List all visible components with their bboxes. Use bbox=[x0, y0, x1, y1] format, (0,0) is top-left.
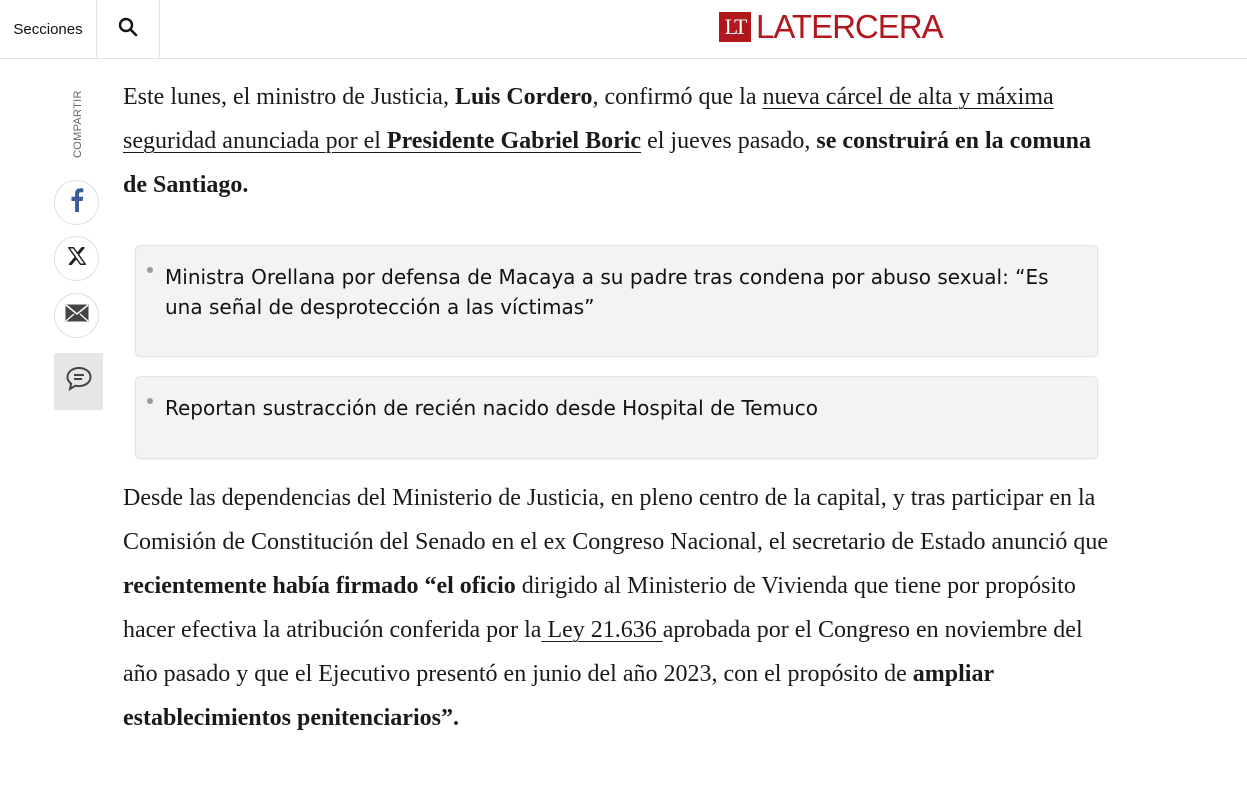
bullet-icon bbox=[147, 398, 153, 404]
sections-label: Secciones bbox=[13, 20, 83, 38]
x-icon bbox=[66, 245, 88, 272]
related-article-title: Ministra Orellana por defensa de Macaya a su padre tras condena por abuso sexual: “Es una señal de desprotección a las víctimas” bbox=[165, 265, 1049, 319]
bold-text-segment: recientemente había firmado “el oficio bbox=[123, 573, 516, 599]
minister-name: Luis Cordero bbox=[454, 84, 593, 110]
text-segment: , confirmó que la bbox=[592, 84, 763, 110]
law-link[interactable]: Ley 21.636 bbox=[541, 617, 663, 643]
text-segment: el jueves pasado, bbox=[641, 128, 817, 154]
comment-icon bbox=[65, 366, 93, 397]
link-text: nueva cárcel de alta y máxima seguridad anunciada por el bbox=[123, 84, 1054, 154]
article-paragraph-2 bbox=[123, 476, 1113, 740]
comments-button[interactable] bbox=[54, 353, 103, 410]
email-icon bbox=[65, 304, 89, 327]
bullet-icon bbox=[147, 267, 153, 273]
related-article-card[interactable] bbox=[135, 245, 1098, 357]
facebook-share-button[interactable] bbox=[54, 180, 99, 225]
text-segment: Desde las dependencias del Ministerio de Justicia, en pleno centro de la capital, y tras participar en la Comisión de Constitución del Senado en el ex Congreso Nacional, el secretario de Estado anunció que bbox=[123, 485, 1109, 555]
search-icon bbox=[118, 17, 138, 42]
logo-mark: LT bbox=[719, 12, 751, 42]
sections-menu-button[interactable] bbox=[0, 0, 97, 58]
related-article-title: Reportan sustracción de recién nacido desde Hospital de Temuco bbox=[165, 396, 818, 420]
facebook-icon bbox=[70, 188, 84, 217]
bold-text-segment: ampliar establecimientos penitenciarios”. bbox=[123, 661, 994, 731]
search-button[interactable] bbox=[97, 0, 160, 58]
share-label: COMPARTIR bbox=[72, 90, 84, 158]
article-body bbox=[123, 75, 1113, 207]
article-paragraph-1 bbox=[123, 75, 1113, 207]
latercera-logo[interactable] bbox=[719, 8, 943, 45]
email-share-button[interactable] bbox=[54, 293, 99, 338]
article-body-continued bbox=[123, 476, 1113, 740]
bold-text-segment: se construirá en la comuna de Santiago. bbox=[123, 128, 1092, 198]
text-segment: aprobada por el Congreso en noviembre del año pasado y que el Ejecutivo presentó en junio del año 2023, con el propósito de bbox=[123, 617, 1083, 687]
text-segment: dirigido al Ministerio de Vivienda que tiene por propósito hacer efectiva la atribución conferida por la bbox=[123, 573, 1076, 643]
x-share-button[interactable] bbox=[54, 236, 99, 281]
top-bar bbox=[0, 0, 1247, 59]
logo-text: LATERCERA bbox=[756, 8, 943, 45]
text-segment: Este lunes, el ministro de Justicia, bbox=[123, 84, 455, 110]
related-article-card[interactable] bbox=[135, 376, 1098, 459]
link-text-bold: Presidente Gabriel Boric bbox=[386, 128, 642, 154]
